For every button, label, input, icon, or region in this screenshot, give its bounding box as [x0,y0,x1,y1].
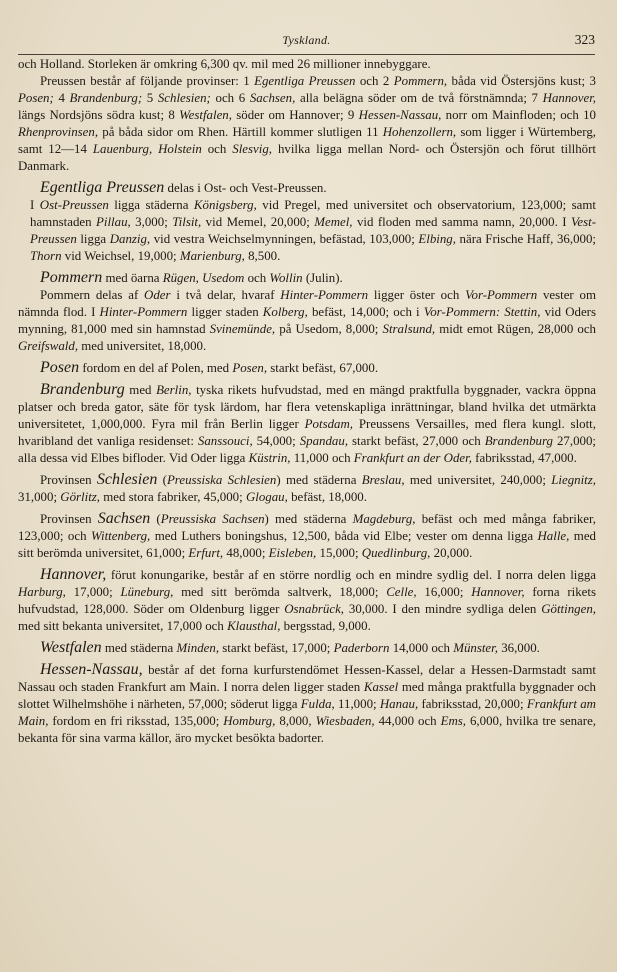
place-name: Sanssouci, [197,434,253,448]
text-run: midt emot Rügen, 28,000 och [435,322,596,336]
text-run: starkt befäst, 27,000 och [348,434,485,448]
text-run: befäst, 18,000. [287,490,367,504]
text-run: och 2 [355,74,394,88]
text-run: 11,000; [334,697,380,711]
body-text [18,56,596,747]
text-run: ) med städerna [264,512,353,526]
place-name: Homburg, [223,714,276,728]
text-run: 15,000; [316,546,362,560]
place-name: Sachsen, [249,91,296,105]
text-run: 14,000 och [389,641,454,655]
place-name: Spandau, [299,434,349,448]
text-run: med universitet, 18,000. [78,339,207,353]
place-name: Küstrin, [248,451,291,465]
text-run: i två delar, hvaraf [170,288,281,302]
text-run: fordom en fri riksstad, 135,000; [48,714,224,728]
text-run: alla belägna söder om de två förstnämnda; 7 [295,91,543,105]
text-run: starkt befäst, 67,000. [267,361,379,375]
text-run: (Julin). [302,271,343,285]
place-name: Breslau, [361,473,405,487]
place-name: Pillau, [96,215,131,229]
place-name: Lauenburg, Holstein [92,142,202,156]
place-name: Hannover, [471,585,525,599]
text-run: på Usedom, 8,000; [275,322,383,336]
place-name: Königsberg, [193,198,257,212]
paragraph [18,73,596,175]
section-heading: Schlesien [96,471,158,488]
place-name: Göttingen, [541,602,596,616]
place-name: Svinemünde, [209,322,276,336]
text-run: bergsstad, 9,000. [280,619,371,633]
place-name: Rügen, Usedom [162,271,245,285]
text-run: med [124,383,157,397]
place-name: Frankfurt am Main, [18,697,596,728]
text-run: befäst och med många fabriker, 123,000; och [18,512,596,543]
text-run: 27,000; alla dessa vid Elbes bifloder. Vid Oder ligga [18,434,596,465]
paragraph [18,359,596,377]
place-name: Posen; [18,91,54,105]
text-run: ligger öster och [368,288,466,302]
place-name: Harburg, [18,585,66,599]
place-name: Potsdam, [304,417,354,431]
place-name: Lüneburg, [120,585,174,599]
place-name: Hessen-Nassau, [358,108,442,122]
page-number: 323 [574,32,595,47]
place-name: Hinter-Pommern [99,305,188,319]
place-name: Frankfurt an der Oder, [353,451,472,465]
text-run: 48,000; [223,546,269,560]
place-name: Hannover, [542,91,596,105]
text-run: med Luthers boningshus, 12,500, båda vid Elbe; vester om denna ligga [150,529,538,543]
place-name: Quedlinburg, [361,546,431,560]
place-name: Westfalen, [179,108,232,122]
place-name: Thorn [30,249,62,263]
text-run: 17,000; [65,585,121,599]
text-run: med sitt berömda saltverk, 18,000; [173,585,387,599]
place-name: Tilsit, [172,215,202,229]
text-run: fabriksstad, 20,000; [418,697,527,711]
place-name: Magdeburg, [352,512,416,526]
text-run: vid Memel, 20,000; [201,215,315,229]
place-name: Stralsund, [382,322,436,336]
text-run: 6,000, hvilka tre senare, bekanta för sina varma källor, äro mycket besökta badorter. [18,714,597,745]
place-name: Elbing, [418,232,456,246]
place-name: Pommern, [393,74,448,88]
text-run: norr om Mainfloden; och 10 [441,108,596,122]
place-name: Paderborn [333,641,390,655]
text-run: fabriksstad, 47,000. [471,451,577,465]
text-run: ligga [76,232,110,246]
place-name: Klausthal, [227,619,281,633]
text-run: starkt befäst, 17,000; [219,641,334,655]
place-name: Kolberg, [262,305,308,319]
text-run: ( [150,512,161,526]
paragraph [18,510,596,562]
place-name: Hinter-Pommern [280,288,369,302]
text-run: båda vid Östersjöns kust; 3 [447,74,596,88]
text-run: med sitt berömda universitet, 61,000; [18,529,597,560]
text-run: befäst, 14,000; och i [307,305,424,319]
text-run: på båda sidor om Rhen. Härtill kommer slutligen 11 [98,125,383,139]
text-run: med stora fabriker, 45,000; [100,490,246,504]
text-run: vid floden med samma namn, 20,000. I [352,215,571,229]
text-run: 8,500. [244,249,281,263]
text-run: vid Weichsel, 19,000; [61,249,180,263]
text-run: 20,000. [430,546,473,560]
text-run: ) med städerna [276,473,362,487]
place-name: Oder [144,288,171,302]
place-name: Hohenzollern, [382,125,457,139]
place-name: Schlesien; [157,91,211,105]
place-name: Memel, [314,215,353,229]
text-run: 54,000; [252,434,300,448]
text-run: 30,000. I den mindre sydliga delen [344,602,542,616]
paragraph [18,381,596,467]
place-name: Fulda, [300,697,335,711]
section-heading: Posen [40,359,80,376]
text-run: 36,000. [497,641,540,655]
place-name: Preussiska Schlesien [166,473,277,487]
text-run: 4 [53,91,70,105]
place-name: Greifswald, [18,339,79,353]
place-name: Preussiska Sachsen [160,512,265,526]
text-run: med öarna [102,271,163,285]
place-name: Posen, [232,361,268,375]
text-run: vester om nämnda flod. I [18,288,596,319]
place-name: Erfurt, [188,546,224,560]
paragraph [18,197,596,265]
text-run: med sitt bekanta universitet, 17,000 och [18,619,228,633]
running-head: Tyskland. [282,33,331,47]
text-run: Pommern delas af [40,288,145,302]
place-name: Celle, [386,585,417,599]
place-name: Wollin [269,271,303,285]
text-run: vid vestra Weichselmynningen, befästad, 103,000; [150,232,419,246]
place-name: Berlin, [156,383,192,397]
section-heading: Brandenburg [40,381,125,398]
text-run: består af det forna kurfurstendömet Hessen-Kassel, delar a Hessen-Darmstadt samt Nassau och staden Frankfurt am Main. I norra delen ligger staden [18,663,596,694]
text-run: hvilka ligga mellan Nord- och Östersjön och förut tillhört Danmark. [18,142,596,173]
text-run: och [244,271,270,285]
section-heading: Hannover, [40,566,107,583]
paragraph [18,287,596,355]
place-name: Vor-Pommern: Stettin, [423,305,541,319]
text-run: ligga städerna [108,198,194,212]
section-heading: Egentliga Preussen [40,179,165,196]
text-run: vid Oders mynning, 81,000 med sin hamnstad [18,305,596,336]
place-name: Eisleben, [268,546,317,560]
place-name: Ost-Preussen [39,198,109,212]
text-run: fordom en del af Polen, med [79,361,233,375]
text-run: och Holland. Storleken är omkring 6,300 qv. mil med 26 millioner innebyggare. [18,57,431,71]
text-run: Provinsen [40,473,97,487]
text-run: Provinsen [40,512,98,526]
text-run: 3,000; [130,215,173,229]
place-name: Danzig, [109,232,151,246]
text-run: I [30,198,40,212]
text-run: 44,000 och [374,714,441,728]
place-name: Glogau, [245,490,288,504]
place-name: Wittenberg, [90,529,151,543]
text-run: forna rikets hufvudstad, 128,000. Söder om Oldenburg ligger [18,585,596,616]
text-run: som ligger i Würtemberg, samt 12—14 [18,125,596,156]
text-run: ( [157,473,167,487]
page-header [18,32,595,55]
paragraph [18,661,596,747]
place-name: Halle, [537,529,570,543]
place-name: Slesvig, [232,142,273,156]
text-run: och 6 [210,91,250,105]
place-name: Vest-Preussen [30,215,597,246]
place-name: Vor-Pommern [465,288,538,302]
text-run: 31,000; [18,490,61,504]
place-name: Liegnitz, [551,473,596,487]
place-name: Görlitz, [60,490,101,504]
place-name: Münster, [453,641,498,655]
paragraph [18,56,596,73]
text-run: ligger staden [187,305,263,319]
text-run: med universitet, 240,000; [404,473,552,487]
text-run: med städerna [101,641,177,655]
text-run: söder om Hannover; 9 [231,108,359,122]
place-name: Minden, [176,641,220,655]
paragraph [18,566,596,635]
place-name: Osnabrück, [284,602,345,616]
place-name: Marienburg, [179,249,245,263]
section-heading: Pommern [40,269,103,286]
place-name: Brandenburg [484,434,553,448]
text-run: delas i Ost- och Vest-Preussen. [164,181,327,195]
text-run: längs Nordsjöns södra kust; 8 [18,108,180,122]
text-run: tyska rikets hufvudstad, med en mängd praktfulla byggnader, vackra öppna platser och breda gator, säte för tysk lärdom, har flera vetenskapliga inrättningar, bland hvilka det utmärkta universitetet, 1,000,000. Fyra mil från Berlin ligger [18,383,597,431]
section-heading: Sachsen [97,510,151,527]
text-run: 5 [142,91,158,105]
text-run: 16,000; [416,585,472,599]
place-name: Kassel [363,680,399,694]
paragraph [18,179,596,197]
text-run: och [201,142,233,156]
text-run: förut konungarike, består af en större nordlig och en mindre sydlig del. I norra delen ligga [106,568,596,582]
paragraph [18,269,596,287]
text-run: vid Pregel, med universitet och observatorium, 123,000; samt hamnstaden [30,198,597,229]
place-name: Ems, [440,714,467,728]
place-name: Wiesbaden, [315,714,375,728]
place-name: Hanau, [379,697,419,711]
place-name: Egentliga Preussen [254,74,356,88]
text-run: med många praktfulla byggnader och slottet Wilhelmshöhe i närheten, 57,000; söderut ligga [18,680,597,711]
text-run: Preussen består af följande provinser: 1 [40,74,255,88]
section-heading: Hessen-Nassau, [40,661,143,678]
paragraph [18,639,596,657]
text-run: nära Frische Haff, 36,000; [455,232,596,246]
text-run: 8,000, [275,714,316,728]
place-name: Rhenprovinsen, [18,125,99,139]
place-name: Brandenburg; [69,91,143,105]
text-run: Preussens Versailles, med flera kungl. slott, hvaribland det vanliga residenset: [18,417,596,448]
section-heading: Westfalen [40,639,102,656]
paragraph [18,471,596,506]
text-run: 11,000 och [290,451,354,465]
